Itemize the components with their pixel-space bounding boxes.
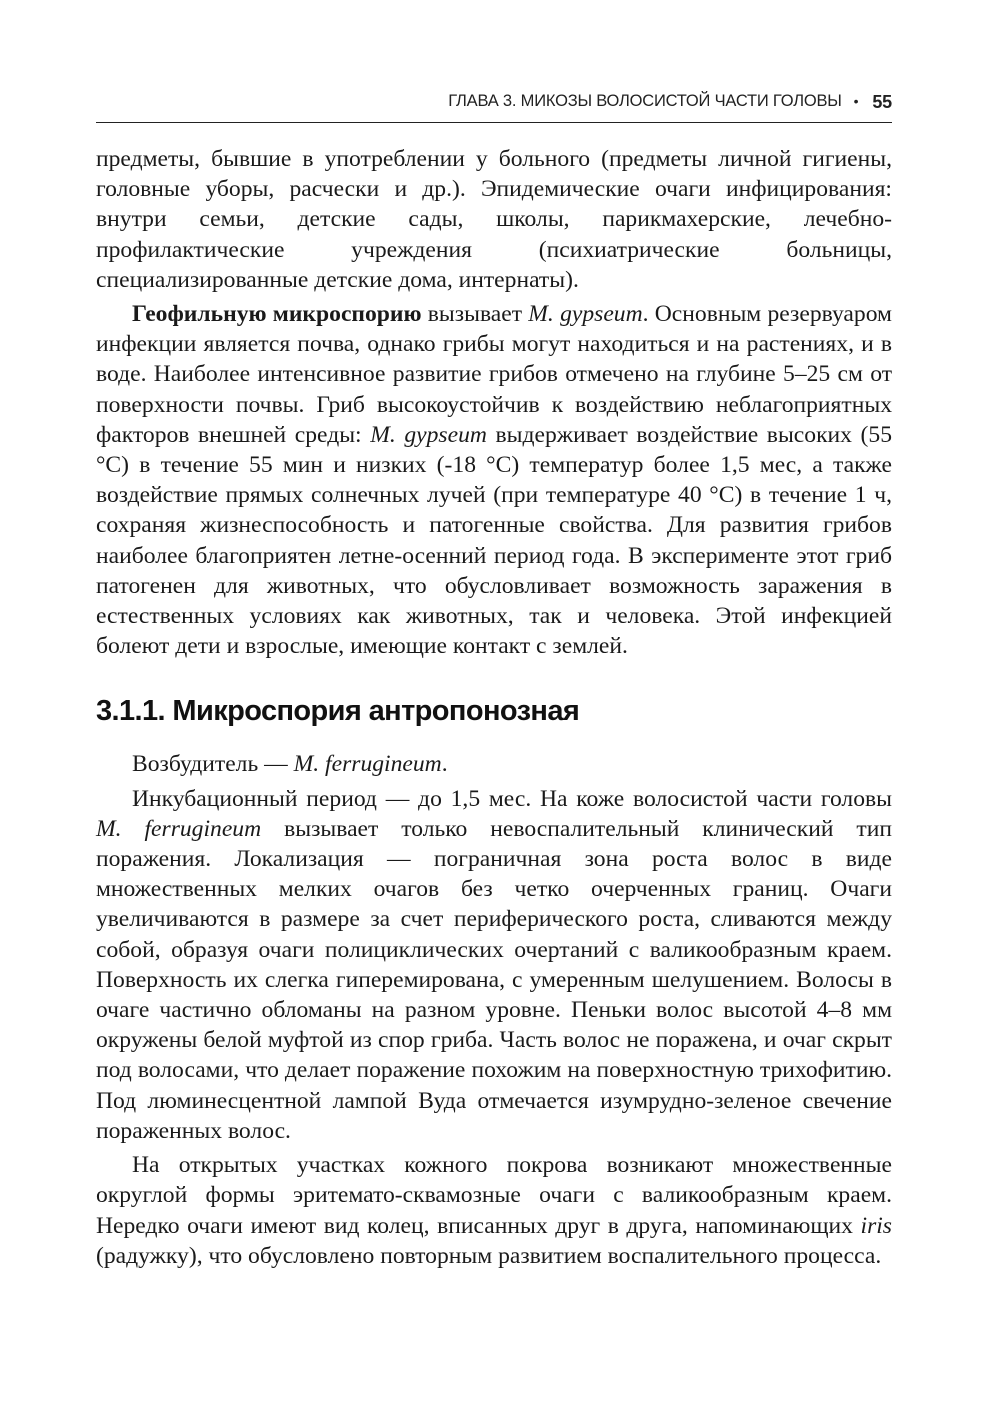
species-name: M. gypseum	[528, 301, 643, 328]
paragraph-incubation: Инкубационный период — до 1,5 мес. На коже волосистой части головы M. ferrugineum вызывает только невоспалительный клинический тип поражения. Локализация — пограничная зона роста волос в виде множественных мелких очагов без четко очерченных границ. Очаги увеличиваются в размере за счет периферического роста, сливаются между собой, образуя очаги полициклических очертаний с валикообразным краем. Поверхность их слегка гиперемирована, с умеренным шелушением. Волосы в очаге частично обломаны на разном уровне. Пеньки волос высотой 4–8 мм окружены белой муфтой из спор гриба. Часть волос не поражена, и очаг скрыт под волосами, что делает поражение похожим на поверхностную трихофитию. Под люминесцентной лампой Вуда отмечается изумрудно-зеленое свечение пораженных волос.	[96, 785, 892, 1144]
header-bullet: •	[853, 93, 859, 109]
species-name: M. ferrugineum	[96, 815, 262, 842]
bold-term: Геофильную микроспорию	[132, 301, 422, 328]
paragraph-geophilic-microsporia: Геофильную микроспорию вызывает M. gypseum. Основным резервуаром инфекции является почва, однако грибы могут находиться и на растениях, и в воде. Наиболее интенсивное развитие грибов отмечено на глубине 5–25 см от поверхности почвы. Гриб высокоустойчив к воздействию неблагоприятных факторов внешней среды: M. gypseum выдерживает воздействие высоких (55 °С) в течение 55 мин и низких (-18 °С) температур более 1,5 мес, а также воздействие прямых солнечных лучей (при температуре 40 °С) в течение 1 ч, сохраняя жизнеспособность и патогенные свойства. Для развития грибов наиболее благоприятен летне-осенний период года. В эксперименте этот гриб патогенен для животных, что обусловливает возможность заражения в естественных условиях как животных, так и человека. Этой инфекцией болеют дети и взрослые, имеющие контакт с землей.	[96, 301, 893, 660]
species-name: M. gypseum	[370, 421, 487, 448]
species-name: M. ferrugineum	[293, 751, 442, 778]
page-number: 55	[872, 92, 892, 112]
paragraph-pathogen: Возбудитель — M. ferrugineum.	[132, 751, 448, 778]
paragraph-open-skin: На открытых участках кожного покрова возникают множественные округлой формы эритемато-сквамозные очаги с валикообразным краем. Нередко очаги имеют вид колец, вписанных друг в друга, напоминающих iris (радужку), что обусловлено повторным развитием воспалительного процесса.	[96, 1152, 892, 1269]
page-body	[96, 144, 892, 1271]
chapter-title: ГЛАВА 3. МИКОЗЫ ВОЛОСИСТОЙ ЧАСТИ ГОЛОВЫ	[448, 92, 842, 110]
paragraph-continuation: предметы, бывшие в употреблении у больного (предметы личной гигиены, головные уборы, расчески и др.). Эпидемические очаги инфицирования: внутри семьи, детские сады, школы, парикмахерские, лечебно-профилактические учреждения (психиатрические больницы, специализированные детские дома, интернаты).	[96, 146, 892, 293]
running-header	[96, 92, 892, 123]
latin-term: iris	[860, 1212, 892, 1239]
section-heading: 3.1.1. Микроспория антропонозная	[96, 695, 580, 728]
